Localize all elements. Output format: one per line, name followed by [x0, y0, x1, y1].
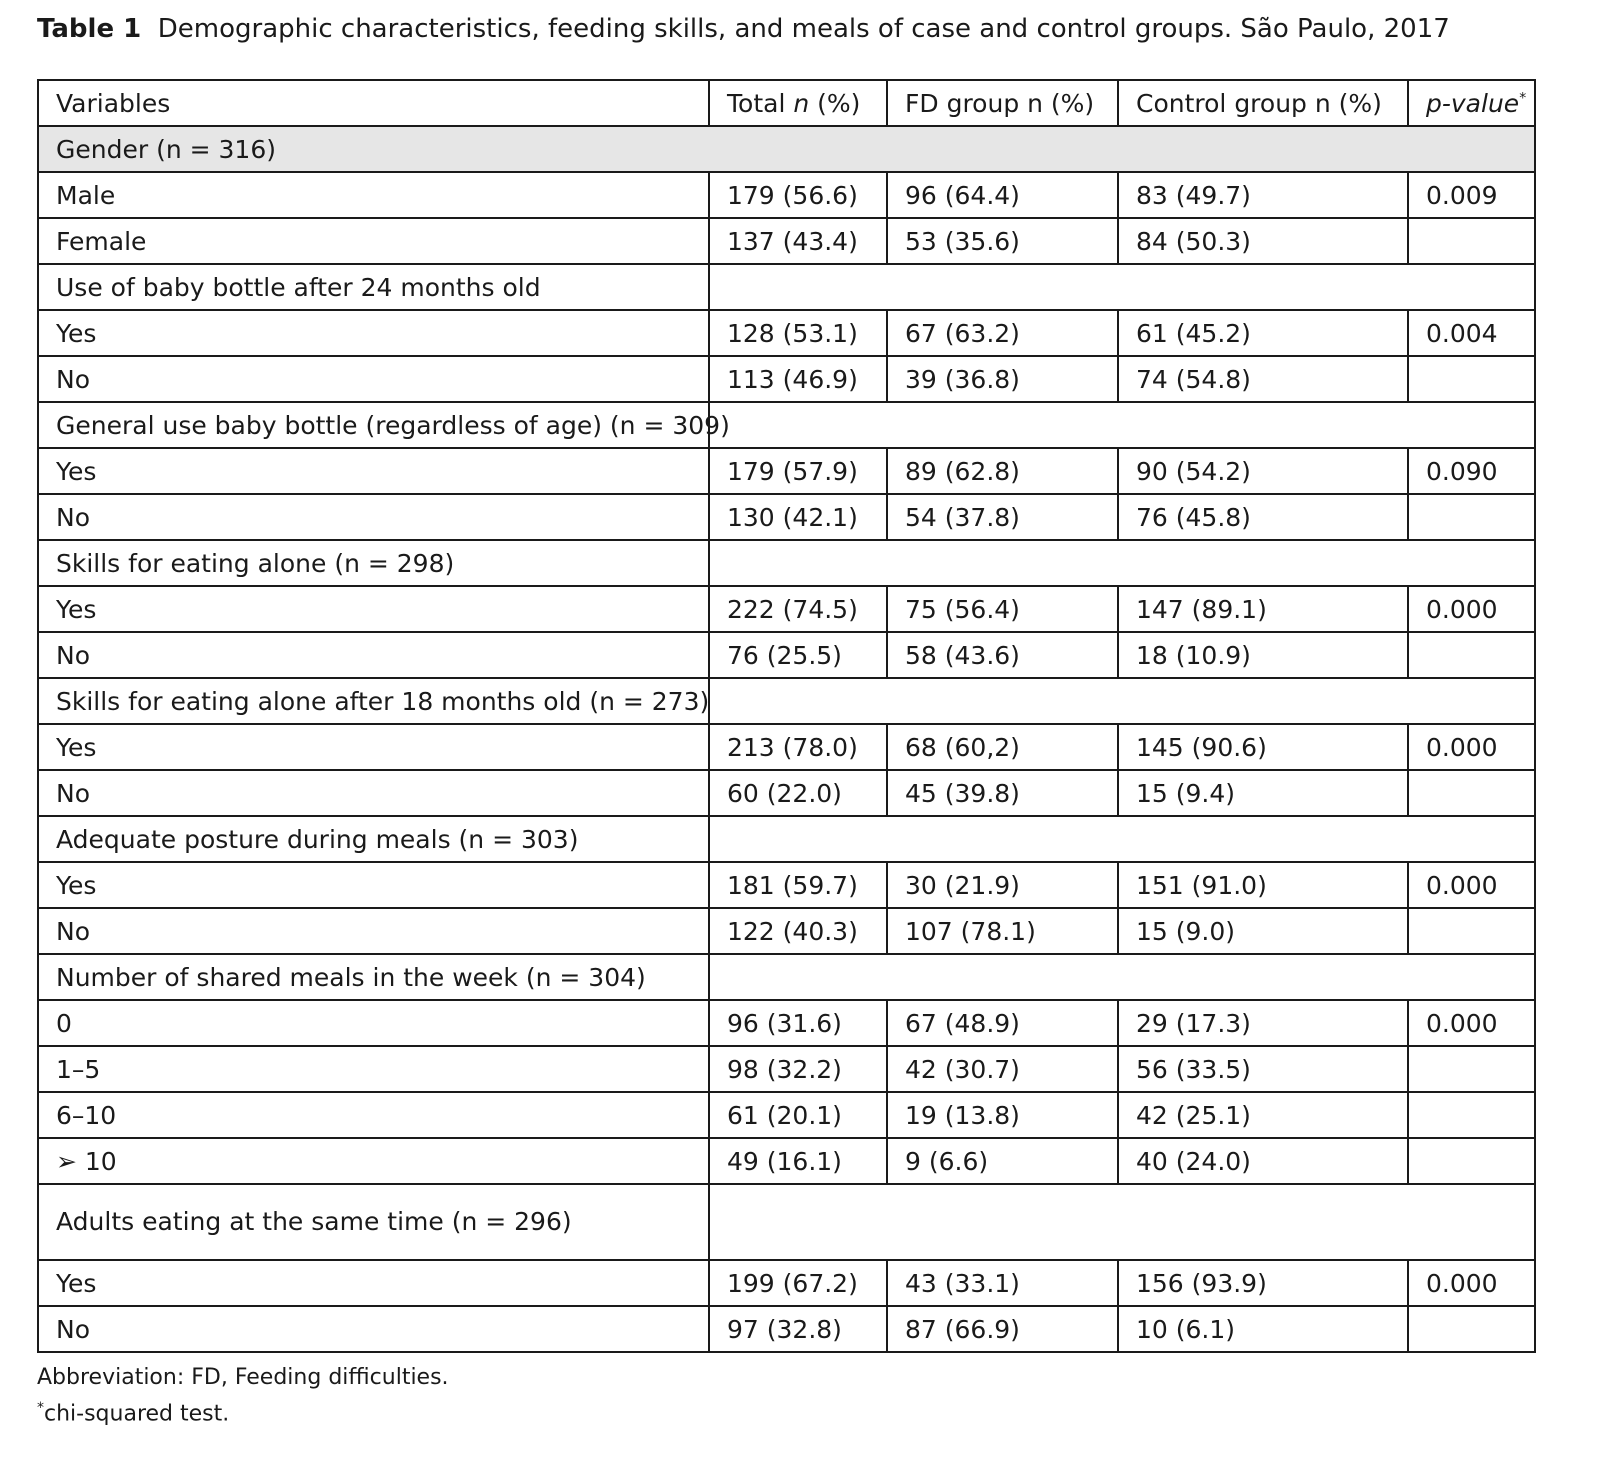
total-cell: 61 (20.1) — [709, 1092, 887, 1138]
p-value-cell: 0.090 — [1408, 448, 1535, 494]
group-title: Adults eating at the same time (n = 296) — [38, 1184, 709, 1260]
control-group-cell: 151 (91.0) — [1118, 862, 1408, 908]
total-cell: 130 (42.1) — [709, 494, 887, 540]
group-empty-cell — [709, 402, 1535, 448]
fd-group-cell: 96 (64.4) — [887, 172, 1118, 218]
total-cell: 179 (57.9) — [709, 448, 887, 494]
fd-group-cell: 54 (37.8) — [887, 494, 1118, 540]
control-group-cell: 84 (50.3) — [1118, 218, 1408, 264]
p-value-cell: 0.009 — [1408, 172, 1535, 218]
total-cell: 49 (16.1) — [709, 1138, 887, 1184]
group-empty-cell — [709, 1184, 1535, 1260]
table-row — [38, 1046, 1535, 1092]
abbreviation-note: Abbreviation: FD, Feeding difficulties. — [37, 1365, 449, 1390]
group-empty-cell — [709, 816, 1535, 862]
total-cell: 128 (53.1) — [709, 310, 887, 356]
control-group-cell: 90 (54.2) — [1118, 448, 1408, 494]
table-row — [38, 1306, 1535, 1352]
data-table — [37, 79, 1536, 1353]
table-footnotes — [37, 1362, 449, 1429]
control-group-cell: 145 (90.6) — [1118, 724, 1408, 770]
table-row — [38, 172, 1535, 218]
row-label: Male — [38, 172, 709, 218]
group-header-row — [38, 678, 1535, 724]
group-empty-cell — [709, 540, 1535, 586]
group-title: Skills for eating alone after 18 months old (n = 273) — [38, 678, 709, 724]
p-value-cell: 0.000 — [1408, 1260, 1535, 1306]
fd-group-cell: 53 (35.6) — [887, 218, 1118, 264]
fd-group-cell: 75 (56.4) — [887, 586, 1118, 632]
control-group-cell: 156 (93.9) — [1118, 1260, 1408, 1306]
header-control-group: Control group n (%) — [1118, 80, 1408, 126]
group-title: Adequate posture during meals (n = 303) — [38, 816, 709, 862]
control-group-cell: 29 (17.3) — [1118, 1000, 1408, 1046]
table-body — [38, 126, 1535, 1352]
row-label: 1–5 — [38, 1046, 709, 1092]
control-group-cell: 15 (9.4) — [1118, 770, 1408, 816]
group-empty-cell — [709, 264, 1535, 310]
row-label: Female — [38, 218, 709, 264]
control-group-cell: 83 (49.7) — [1118, 172, 1408, 218]
p-value-cell — [1408, 770, 1535, 816]
total-cell: 199 (67.2) — [709, 1260, 887, 1306]
total-cell: 60 (22.0) — [709, 770, 887, 816]
group-title: Skills for eating alone (n = 298) — [38, 540, 709, 586]
group-header-row — [38, 402, 1535, 448]
table-caption — [37, 14, 1450, 44]
table-row — [38, 632, 1535, 678]
test-note: *chi-squared test. — [37, 1400, 230, 1427]
table-row — [38, 862, 1535, 908]
control-group-cell: 18 (10.9) — [1118, 632, 1408, 678]
table-row — [38, 1000, 1535, 1046]
control-group-cell: 42 (25.1) — [1118, 1092, 1408, 1138]
table-row — [38, 1138, 1535, 1184]
table-title: Demographic characteristics, feeding skills, and meals of case and control groups. São Paulo, 2017 — [157, 14, 1450, 44]
row-label: No — [38, 770, 709, 816]
fd-group-cell: 43 (33.1) — [887, 1260, 1118, 1306]
fd-group-cell: 9 (6.6) — [887, 1138, 1118, 1184]
fd-group-cell: 30 (21.9) — [887, 862, 1118, 908]
row-label: Yes — [38, 448, 709, 494]
fd-group-cell: 19 (13.8) — [887, 1092, 1118, 1138]
p-value-cell: 0.000 — [1408, 1000, 1535, 1046]
p-value-cell — [1408, 494, 1535, 540]
p-value-cell: 0.000 — [1408, 862, 1535, 908]
total-cell: 76 (25.5) — [709, 632, 887, 678]
group-empty-cell — [709, 678, 1535, 724]
table-row — [38, 494, 1535, 540]
table-row — [38, 1092, 1535, 1138]
control-group-cell: 15 (9.0) — [1118, 908, 1408, 954]
fd-group-cell: 42 (30.7) — [887, 1046, 1118, 1092]
row-label: Yes — [38, 1260, 709, 1306]
group-header-row — [38, 126, 1535, 172]
table-label: Table 1 — [37, 14, 142, 44]
control-group-cell: 56 (33.5) — [1118, 1046, 1408, 1092]
row-label: No — [38, 356, 709, 402]
header-total: Total n (%) — [709, 80, 887, 126]
header-variables: Variables — [38, 80, 709, 126]
fd-group-cell: 107 (78.1) — [887, 908, 1118, 954]
row-label: 6–10 — [38, 1092, 709, 1138]
group-header-row — [38, 954, 1535, 1000]
total-cell: 96 (31.6) — [709, 1000, 887, 1046]
header-p-value: p-value* — [1408, 80, 1535, 126]
table-row — [38, 724, 1535, 770]
control-group-cell: 61 (45.2) — [1118, 310, 1408, 356]
fd-group-cell: 68 (60,2) — [887, 724, 1118, 770]
row-label: Yes — [38, 310, 709, 356]
row-label: 0 — [38, 1000, 709, 1046]
total-cell: 137 (43.4) — [709, 218, 887, 264]
fd-group-cell: 67 (48.9) — [887, 1000, 1118, 1046]
table-row — [38, 1260, 1535, 1306]
control-group-cell: 74 (54.8) — [1118, 356, 1408, 402]
group-title: Use of baby bottle after 24 months old — [38, 264, 709, 310]
p-value-cell — [1408, 1306, 1535, 1352]
group-header-row — [38, 540, 1535, 586]
control-group-cell: 147 (89.1) — [1118, 586, 1408, 632]
total-cell: 222 (74.5) — [709, 586, 887, 632]
total-cell: 97 (32.8) — [709, 1306, 887, 1352]
p-value-cell — [1408, 1138, 1535, 1184]
table-row — [38, 218, 1535, 264]
total-cell: 113 (46.9) — [709, 356, 887, 402]
row-label: No — [38, 632, 709, 678]
table-row — [38, 770, 1535, 816]
fd-group-cell: 67 (63.2) — [887, 310, 1118, 356]
fd-group-cell: 89 (62.8) — [887, 448, 1118, 494]
table-row — [38, 310, 1535, 356]
row-label: Yes — [38, 724, 709, 770]
p-value-cell: 0.000 — [1408, 586, 1535, 632]
table-row — [38, 908, 1535, 954]
row-label: No — [38, 908, 709, 954]
group-title: General use baby bottle (regardless of age) (n = 309) — [38, 402, 709, 448]
total-cell: 122 (40.3) — [709, 908, 887, 954]
p-value-cell: 0.004 — [1408, 310, 1535, 356]
total-cell: 179 (56.6) — [709, 172, 887, 218]
header-fd-group: FD group n (%) — [887, 80, 1118, 126]
p-value-cell — [1408, 908, 1535, 954]
fd-group-cell: 87 (66.9) — [887, 1306, 1118, 1352]
table-row — [38, 448, 1535, 494]
group-title: Number of shared meals in the week (n = 304) — [38, 954, 709, 1000]
group-header-row — [38, 1184, 1535, 1260]
control-group-cell: 40 (24.0) — [1118, 1138, 1408, 1184]
group-header-row — [38, 816, 1535, 862]
row-label: Yes — [38, 862, 709, 908]
p-value-cell — [1408, 1092, 1535, 1138]
group-header-row — [38, 264, 1535, 310]
header-row — [38, 80, 1535, 126]
fd-group-cell: 58 (43.6) — [887, 632, 1118, 678]
group-title: Gender (n = 316) — [38, 126, 1535, 172]
row-label: No — [38, 1306, 709, 1352]
fd-group-cell: 45 (39.8) — [887, 770, 1118, 816]
p-value-cell — [1408, 632, 1535, 678]
p-value-cell: 0.000 — [1408, 724, 1535, 770]
fd-group-cell: 39 (36.8) — [887, 356, 1118, 402]
total-cell: 181 (59.7) — [709, 862, 887, 908]
table-row — [38, 356, 1535, 402]
group-empty-cell — [709, 954, 1535, 1000]
control-group-cell: 76 (45.8) — [1118, 494, 1408, 540]
total-cell: 98 (32.2) — [709, 1046, 887, 1092]
table-row — [38, 586, 1535, 632]
p-value-cell — [1408, 1046, 1535, 1092]
p-value-cell — [1408, 356, 1535, 402]
row-label: ➢ 10 — [38, 1138, 709, 1184]
row-label: Yes — [38, 586, 709, 632]
row-label: No — [38, 494, 709, 540]
p-value-cell — [1408, 218, 1535, 264]
total-cell: 213 (78.0) — [709, 724, 887, 770]
control-group-cell: 10 (6.1) — [1118, 1306, 1408, 1352]
